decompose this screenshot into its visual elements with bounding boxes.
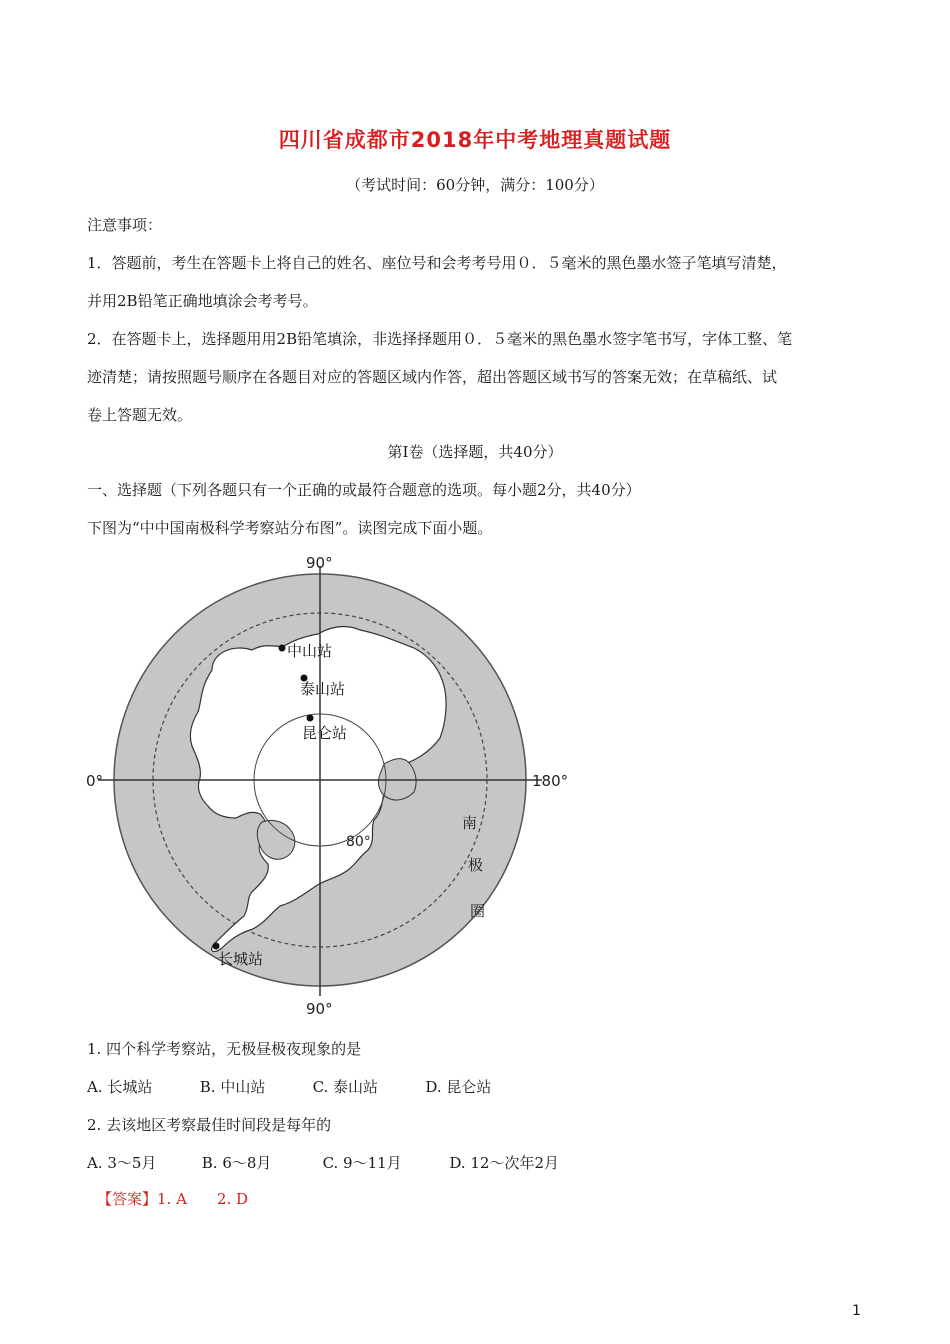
circle-label-char-2: 极 <box>468 856 484 874</box>
q2-option-c: C. 9～11月 <box>322 1154 402 1172</box>
question-2-options <box>87 1152 559 1173</box>
q2-option-d: D. 12～次年2月 <box>449 1154 560 1172</box>
question-1-options <box>87 1076 491 1097</box>
answer-text: 1. A 2. D <box>157 1190 249 1208</box>
zhongshan-station-dot <box>279 645 286 652</box>
label-bottom-90: 90° <box>306 1000 333 1018</box>
q1-option-a: A. 长城站 <box>87 1078 153 1096</box>
kunlun-station-label: 昆仑站 <box>302 724 348 742</box>
notice-item-2-line-1: 2．在答题卡上，选择题用用2B铅笔填涂，非选择择题用０．５毫米的黑色墨水签字笔书写，字体工整、笔 <box>87 330 793 348</box>
taishan-station-label: 泰山站 <box>300 680 346 698</box>
answer-line <box>97 1188 248 1209</box>
label-left-0: 0° <box>86 772 104 790</box>
q1-option-d: D. 昆仑站 <box>425 1078 492 1096</box>
great-wall-station-label: 长城站 <box>218 950 264 968</box>
great-wall-station-dot <box>213 943 220 950</box>
notice-item-1-line-2: 并用2B铅笔正确地填涂会考考号。 <box>87 292 318 310</box>
document-title: 四川省成都市2018年中考地理真题试题 <box>278 128 672 152</box>
question-intro: 下图为“中中国南极科学考察站分布图”。读图完成下面小题。 <box>87 519 493 537</box>
circle-label-char-1: 南 <box>462 814 478 832</box>
kunlun-station-dot <box>307 715 314 722</box>
page-number: 1 <box>852 1303 861 1319</box>
part-heading: 一、选择题（下列各题只有一个正确的或最符合题意的选项。每小题2分，共40分） <box>87 481 641 499</box>
q1-option-b: B. 中山站 <box>199 1078 266 1096</box>
q2-option-a: A. 3～5月 <box>87 1154 157 1172</box>
section-title: 第Ⅰ卷（选择题，共40分） <box>387 443 563 461</box>
q1-option-c: C. 泰山站 <box>312 1078 379 1096</box>
antarctica-station-map <box>84 552 570 1020</box>
circle-label-char-3: 圈 <box>470 902 486 920</box>
label-right-180: 180° <box>532 772 569 790</box>
question-2-stem: 2. 去该地区考察最佳时间段是每年的 <box>87 1116 332 1134</box>
exam-info: （考试时间：60分钟，满分：100分） <box>346 176 604 194</box>
notice-item-1-line-1: 1．答题前，考生在答题卡上将自己的姓名、座位号和会考考号用０．５毫米的黑色墨水签子笔填写清楚， <box>87 254 787 272</box>
label-top-90: 90° <box>306 554 333 572</box>
zhongshan-station-label: 中山站 <box>287 642 333 660</box>
question-1-stem: 1. 四个科学考察站，无极昼极夜现象的是 <box>87 1040 362 1058</box>
label-80-degree: 80° <box>346 834 371 850</box>
notice-heading: 注意事项： <box>87 216 163 234</box>
notice-item-2-line-3: 卷上答题无效。 <box>87 406 193 424</box>
notice-item-2-line-2: 迹清楚；请按照题号顺序在各题目对应的答题区域内作答，超出答题区域书写的答案无效；在草稿纸、试 <box>87 368 778 386</box>
answer-label: 【答案】 <box>97 1190 158 1208</box>
q2-option-b: B. 6～8月 <box>201 1154 272 1172</box>
